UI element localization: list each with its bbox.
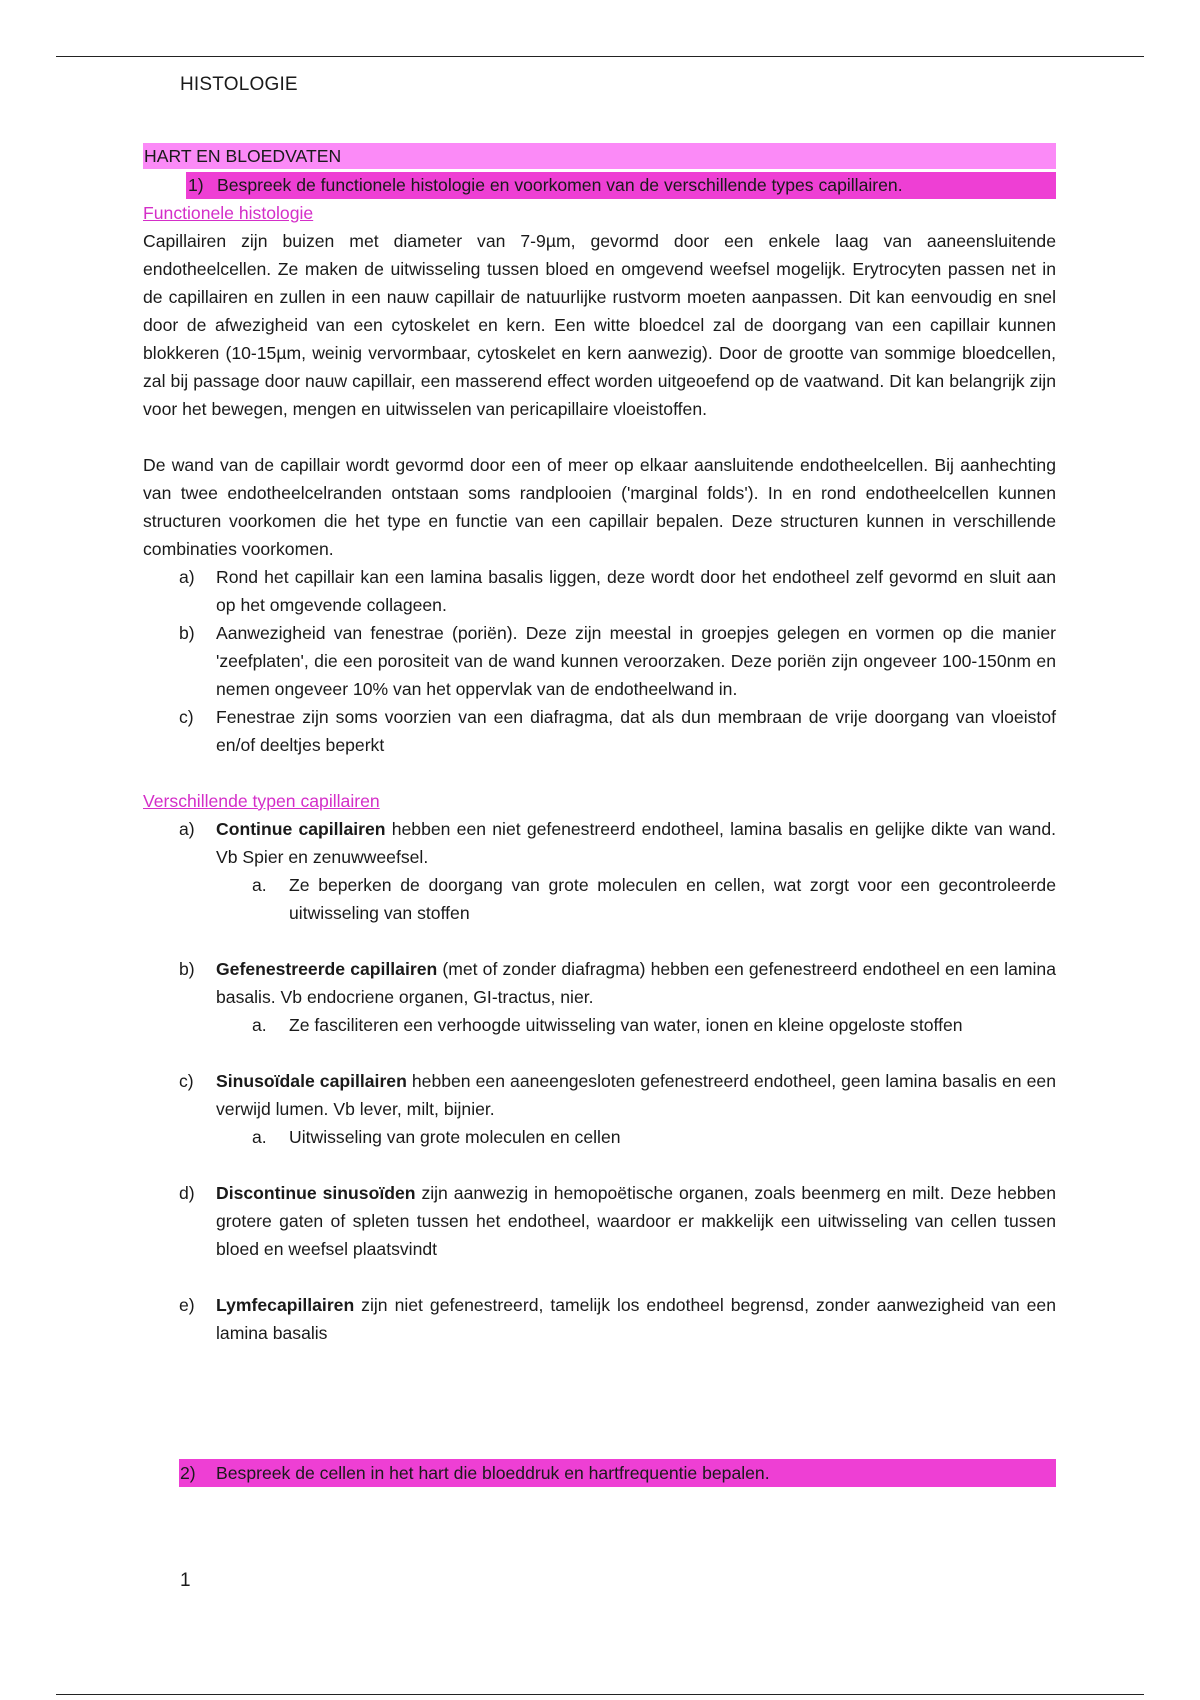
functional-paragraph-2: De wand van de capillair wordt gevormd door een of meer op elkaar aansluitende endotheelcellen. Bij aanhechting van twee endotheelcelranden ontstaan soms randplooien ('marginal folds'). In en rond endotheelcellen kunnen structuren voorkomen die het type en functie van een capillair bepalen. Deze structuren kunnen in verschillende combinaties voorkomen. — [143, 455, 1056, 559]
list-item-text: zijn aanwezig in hemopoëtische organen, zoals beenmerg en milt. Deze hebben grotere gaten of spleten tussen het endotheel, waardoor er makkelijk een uitwisseling van cellen tussen bloed en weefsel plaatsvindt — [216, 1183, 1057, 1259]
page-content — [143, 143, 1056, 1487]
sub-list — [216, 1011, 1056, 1039]
list-item-continuous — [143, 815, 1056, 927]
list-item-sinusoidal — [143, 1067, 1056, 1151]
sub-marker: a. — [252, 1127, 267, 1147]
chapter-title: HART EN BLOEDVATEN — [143, 143, 1056, 169]
term: Gefenestreerde capillairen — [216, 959, 438, 979]
list-marker: b) — [179, 623, 195, 643]
functional-histology-heading: Functionele histologie — [143, 203, 314, 223]
functional-paragraph-1: Capillairen zijn buizen met diameter van 7-9µm, gevormd door een enkele laag van aaneensluitende endotheelcellen. Ze maken de uitwisseling tussen bloed en omgevend weefsel mogelijk. Erytrocyten passen net in de capillairen en zullen in een nauw capillair de natuurlijke rustvorm moeten aanpassen. Dit kan eenvoudig en snel door de afwezigheid van een cytoskelet en kern. Een witte bloedcel zal de doorgang van een capillair kunnen blokkeren (10-15µm, weinig vervormbaar, cytoskelet en kern aanwezig). Door de grootte van sommige bloedcellen, zal bij passage door nauw capillair, een masserend effect worden uitgeoefend op de vaatwand. Dit kan belangrijk zijn voor het bewegen, mengen en uitwisselen van pericapillaire vloeistoffen. — [143, 231, 1056, 419]
spacer — [143, 1403, 1056, 1431]
spacer — [143, 1039, 1056, 1067]
spacer — [143, 423, 1056, 451]
sub-list — [216, 1123, 1056, 1151]
list-item — [143, 563, 1056, 619]
list-item-text: hebben een niet gefenestreerd endotheel, lamina basalis en gelijke dikte van wand. Vb Spier en zenuwweefsel. — [216, 819, 1056, 867]
spacer — [143, 1263, 1056, 1291]
sub-item-text: Uitwisseling van grote moleculen en cellen — [289, 1127, 621, 1147]
question-2-text: Bespreek de cellen in het hart die bloeddruk en hartfrequentie bepalen. — [216, 1463, 770, 1483]
question-1 — [186, 172, 1056, 199]
list-item-text: zijn niet gefenestreerd, tamelijk los endotheel begrensd, zonder aanwezigheid van een lamina basalis — [216, 1295, 1056, 1343]
list-marker: c) — [179, 707, 194, 727]
question-2-number: 2) — [180, 1463, 196, 1483]
term: Sinusoïdale capillairen — [216, 1071, 407, 1091]
top-rule — [56, 56, 1144, 57]
capillary-types-list — [143, 815, 1056, 1347]
sub-marker: a. — [252, 1015, 267, 1035]
spacer — [143, 1431, 1056, 1459]
running-header: HISTOLOGIE — [180, 74, 298, 95]
list-marker: c) — [179, 1071, 194, 1091]
list-item-lymphatic — [143, 1291, 1056, 1347]
term: Continue capillairen — [216, 819, 386, 839]
question-2 — [179, 1459, 1056, 1487]
list-marker: d) — [179, 1183, 195, 1203]
sub-item-text: Ze fasciliteren een verhoogde uitwisseling van water, ionen en kleine opgeloste stoffen — [289, 1015, 963, 1035]
list-item-text: Aanwezigheid van fenestrae (poriën). Deze zijn meestal in groepjes gelegen en vormen op die manier 'zeefplaten', die een porositeit van de wand kunnen veroorzaken. Deze poriën zijn ongeveer 100-150nm en nemen ongeveer 10% van het oppervlak van de endotheelwand in. — [216, 623, 1056, 699]
spacer — [143, 1347, 1056, 1375]
capillary-types-heading: Verschillende typen capillairen — [143, 791, 380, 811]
term: Discontinue sinusoïden — [216, 1183, 416, 1203]
list-marker: b) — [179, 959, 195, 979]
wall-structures-list — [143, 563, 1056, 759]
sub-list-item — [216, 1011, 1056, 1039]
spacer — [143, 759, 1056, 787]
list-item-text: (met of zonder diafragma) hebben een gefenestreerd endotheel en een lamina basalis. Vb endocriene organen, GI-tractus, nier. — [216, 959, 1056, 1007]
list-marker: a) — [179, 567, 195, 587]
sub-item-text: Ze beperken de doorgang van grote moleculen en cellen, wat zorgt voor een gecontroleerde uitwisseling van stoffen — [289, 875, 1056, 923]
list-item-text: Rond het capillair kan een lamina basalis liggen, deze wordt door het endotheel zelf gevormd en sluit aan op het omgevende collageen. — [216, 567, 1056, 615]
list-item-discontinuous — [143, 1179, 1056, 1263]
bottom-rule — [56, 1694, 1144, 1695]
list-item — [143, 619, 1056, 703]
sub-marker: a. — [252, 875, 267, 895]
sub-list-item — [216, 1123, 1056, 1151]
list-item — [143, 703, 1056, 759]
page-number: 1 — [180, 1570, 191, 1591]
list-item-text: Fenestrae zijn soms voorzien van een diafragma, dat als dun membraan de vrije doorgang van vloeistof en/of deeltjes beperkt — [216, 707, 1056, 755]
spacer — [143, 927, 1056, 955]
term: Lymfecapillairen — [216, 1295, 355, 1315]
sub-list-item — [216, 871, 1056, 927]
spacer — [143, 1375, 1056, 1403]
question-1-number: 1) — [188, 175, 204, 195]
list-item-text: hebben een aaneengesloten gefenestreerd endotheel, geen lamina basalis en een verwijd lumen. Vb lever, milt, bijnier. — [216, 1071, 1056, 1119]
spacer — [143, 1151, 1056, 1179]
list-marker: e) — [179, 1295, 195, 1315]
list-marker: a) — [179, 819, 195, 839]
sub-list — [216, 871, 1056, 927]
list-item-fenestrated — [143, 955, 1056, 1039]
question-1-text: Bespreek de functionele histologie en voorkomen van de verschillende types capillairen. — [217, 175, 903, 195]
